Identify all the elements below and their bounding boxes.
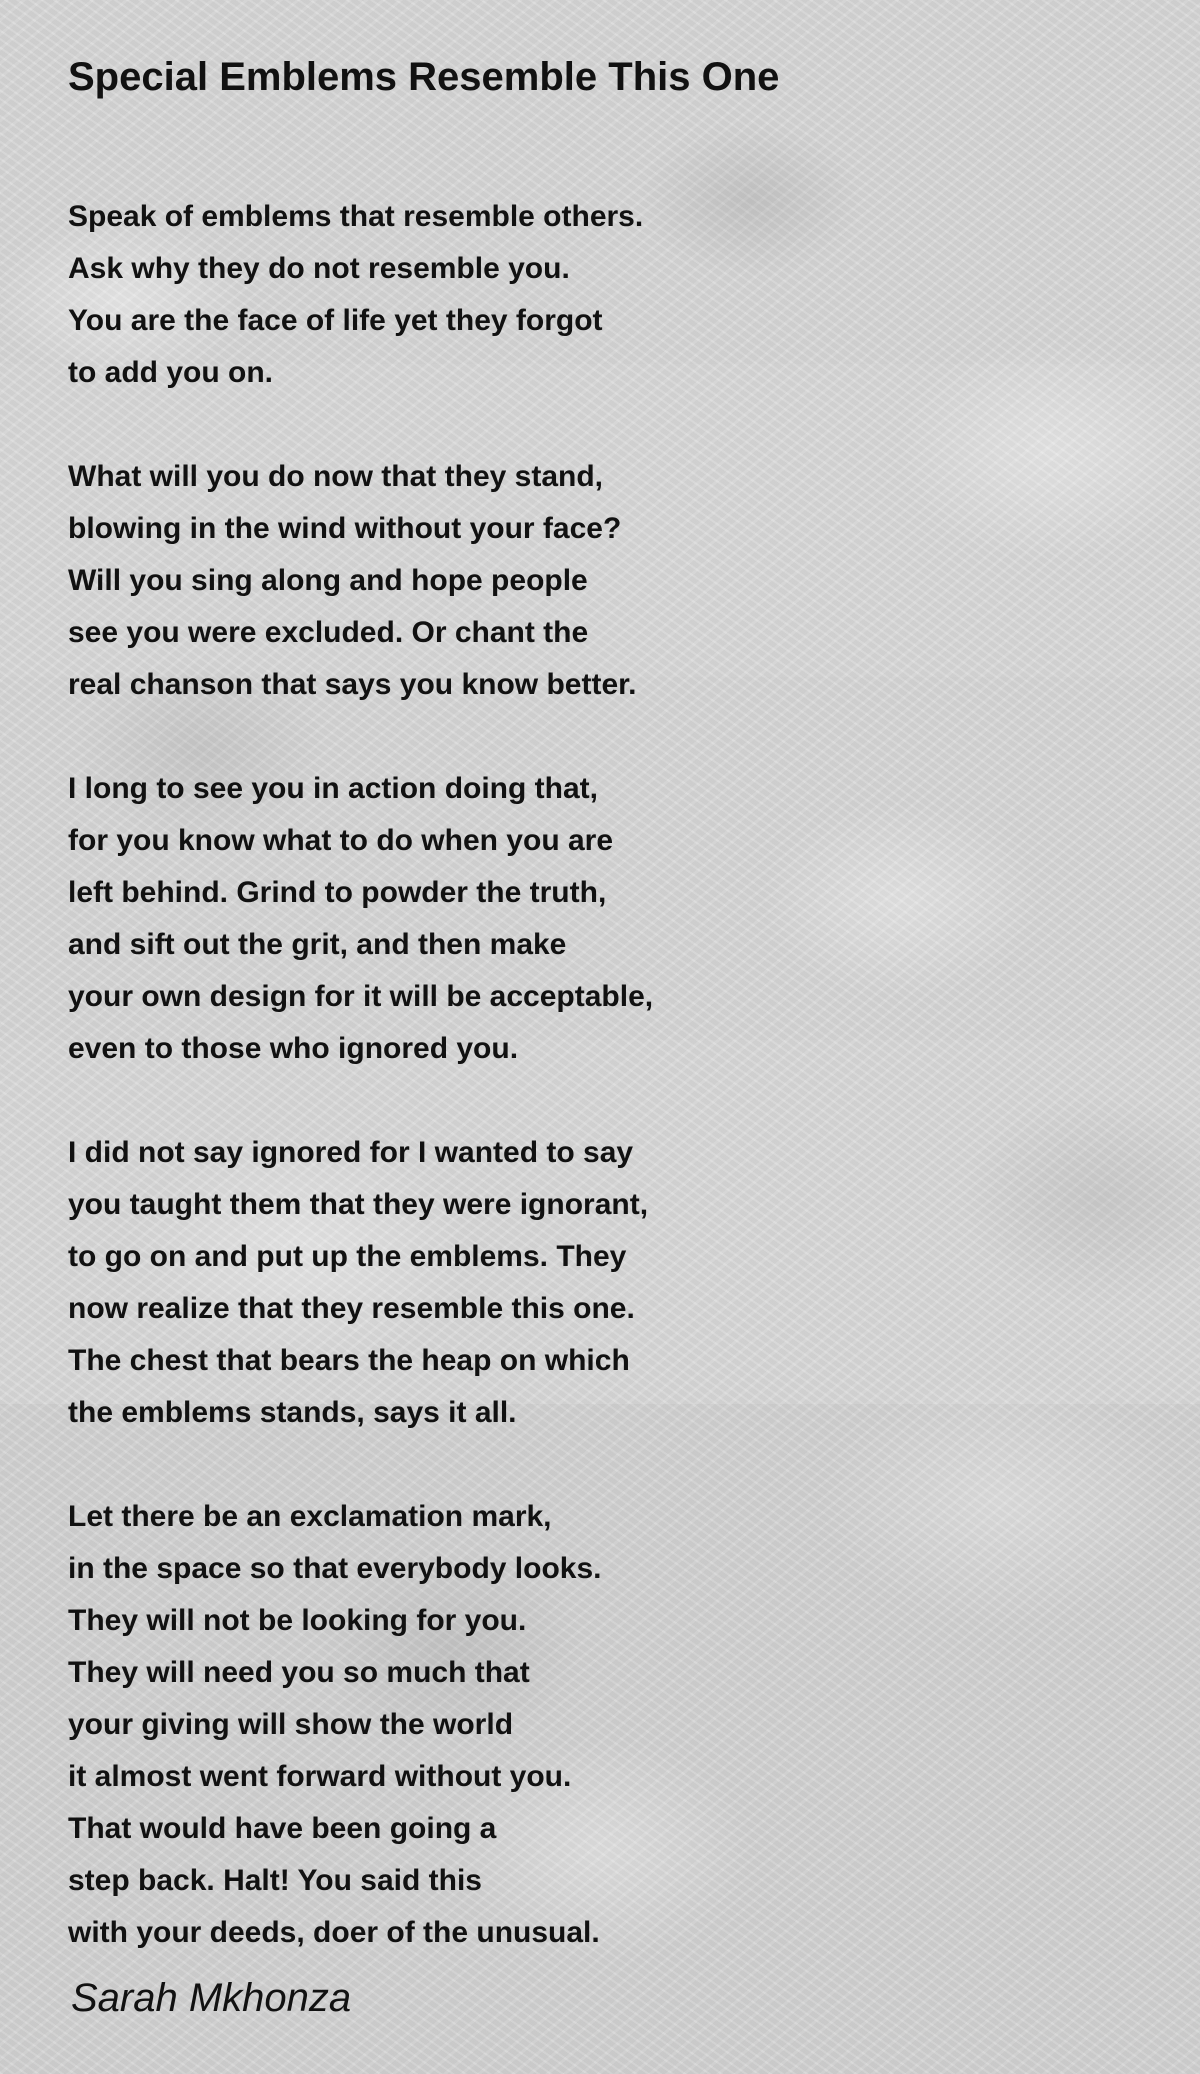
poem-line: step back. Halt! You said this (68, 1864, 482, 1897)
poem-line: and sift out the grit, and then make (68, 928, 567, 961)
poem-line: for you know what to do when you are (68, 824, 614, 857)
stanza (68, 1127, 1128, 1439)
stanza (68, 451, 1128, 711)
poem-line: left behind. Grind to powder the truth, (68, 876, 607, 909)
poem-line: your giving will show the world (68, 1708, 514, 1741)
poem-title: Special Emblems Resemble This One (68, 55, 780, 99)
poem-author: Sarah Mkhonza (71, 1976, 352, 2020)
poem-line: it almost went forward without you. (68, 1760, 572, 1793)
poem-body (68, 191, 1128, 1959)
stanza (68, 1491, 1128, 1959)
poem-line: to go on and put up the emblems. They (68, 1240, 627, 1273)
poem-line: Will you sing along and hope people (68, 564, 588, 597)
poem (68, 46, 1128, 2011)
poem-line: Ask why they do not resemble you. (68, 252, 570, 285)
poem-line: your own design for it will be acceptable, (68, 980, 654, 1013)
poem-line: You are the face of life yet they forgot (68, 304, 603, 337)
poem-line: to add you on. (68, 356, 273, 389)
poem-line: The chest that bears the heap on which (68, 1344, 630, 1377)
poem-line: now realize that they resemble this one. (68, 1292, 635, 1325)
poem-line: They will need you so much that (68, 1656, 530, 1689)
poem-line: see you were excluded. Or chant the (68, 616, 589, 649)
poem-line: That would have been going a (68, 1812, 497, 1845)
stanza (68, 763, 1128, 1075)
poem-line: with your deeds, doer of the unusual. (68, 1916, 600, 1949)
poem-line: in the space so that everybody looks. (68, 1552, 602, 1585)
poem-line: They will not be looking for you. (68, 1604, 527, 1637)
poem-line: blowing in the wind without your face? (68, 512, 622, 545)
poem-line: even to those who ignored you. (68, 1032, 519, 1065)
poem-line: I long to see you in action doing that, (68, 772, 598, 805)
stanza (68, 191, 1128, 399)
poem-line: the emblems stands, says it all. (68, 1396, 517, 1429)
poem-line: I did not say ignored for I wanted to say (68, 1136, 634, 1169)
poem-line: Let there be an exclamation mark, (68, 1500, 552, 1533)
poem-line: you taught them that they were ignorant, (68, 1188, 649, 1221)
poem-line: Speak of emblems that resemble others. (68, 200, 644, 233)
poem-line: What will you do now that they stand, (68, 460, 603, 493)
poem-line: real chanson that says you know better. (68, 668, 637, 701)
